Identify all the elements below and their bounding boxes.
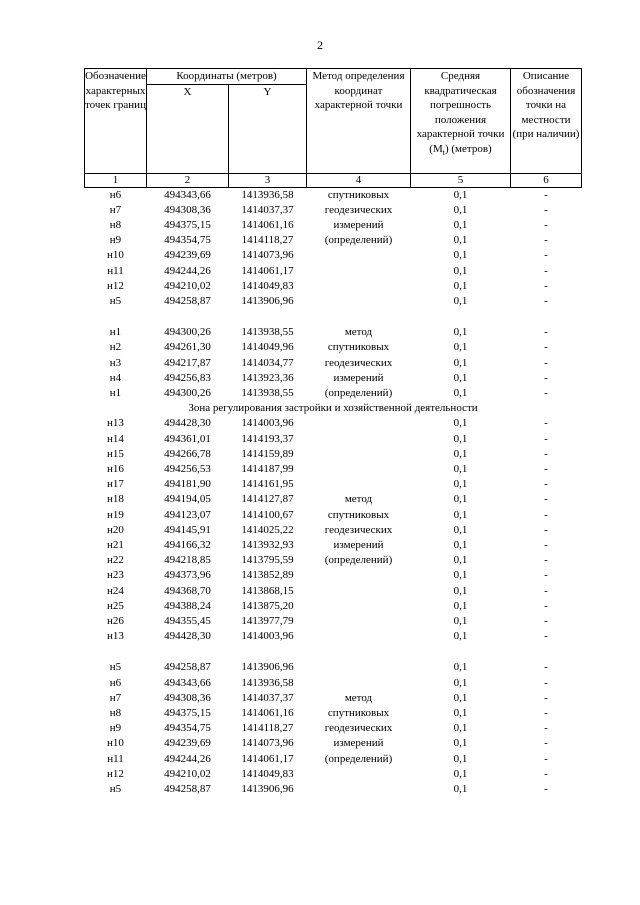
coord-x: 494194,05 — [164, 493, 211, 506]
description-mark: - — [544, 584, 548, 597]
table-row — [85, 568, 582, 583]
method-text — [307, 447, 411, 462]
method-text: (определений) — [324, 386, 393, 399]
error-value: 0,1 — [453, 722, 468, 735]
point-name: н13 — [107, 417, 124, 430]
error-value: 0,1 — [453, 371, 468, 384]
point-name: н15 — [107, 447, 124, 460]
description-mark: - — [544, 371, 548, 384]
method-text: геодезических — [324, 356, 393, 369]
table-row — [85, 706, 582, 721]
error-value: 0,1 — [453, 661, 468, 674]
error-value: 0,1 — [453, 218, 468, 231]
table-row — [85, 187, 582, 203]
coord-y: 1414118,27 — [241, 722, 294, 735]
point-name: н10 — [107, 249, 124, 262]
point-name: н20 — [107, 523, 124, 536]
error-value: 0,1 — [453, 249, 468, 262]
coord-x: 494355,45 — [164, 614, 211, 627]
point-name: н12 — [107, 767, 124, 780]
point-name: н8 — [109, 707, 122, 719]
coord-y: 1413852,89 — [241, 569, 294, 582]
coord-x: 494217,87 — [164, 356, 211, 369]
coord-x: 494388,24 — [164, 599, 211, 612]
method-text: измерений — [333, 538, 384, 551]
coord-y: 1414025,22 — [241, 523, 294, 536]
method-text — [307, 568, 411, 583]
coord-x: 494210,02 — [164, 767, 211, 780]
method-text: измерений — [333, 371, 384, 384]
description-mark: - — [544, 264, 548, 277]
point-name: н5 — [109, 294, 122, 307]
description-mark: - — [544, 630, 548, 643]
coord-y: 1414049,96 — [241, 341, 294, 354]
method-text: (определений) — [324, 554, 393, 567]
error-value: 0,1 — [453, 356, 468, 369]
method-text — [307, 462, 411, 477]
coord-y: 1414073,96 — [241, 249, 294, 262]
point-name: н6 — [109, 676, 122, 689]
description-mark: - — [544, 432, 548, 445]
method-text — [307, 248, 411, 263]
coord-x: 494343,66 — [164, 676, 211, 689]
method-text: метод — [344, 326, 373, 339]
group-spacer — [85, 309, 582, 325]
description-mark: - — [544, 508, 548, 521]
error-value: 0,1 — [453, 614, 468, 627]
coord-x: 494145,91 — [164, 523, 211, 536]
section-title-row — [85, 401, 582, 416]
header-x: X — [147, 84, 229, 173]
table-row — [85, 325, 582, 340]
point-name: н7 — [109, 691, 122, 704]
column-number-2: 2 — [147, 173, 229, 187]
description-mark: - — [544, 599, 548, 612]
description-mark: - — [544, 478, 548, 491]
coord-y: 1414037,37 — [241, 691, 294, 704]
table-row — [85, 752, 582, 767]
point-name: н16 — [107, 462, 124, 475]
error-value: 0,1 — [453, 767, 468, 780]
method-text: измерений — [333, 737, 384, 750]
column-number-1: 1 — [85, 173, 147, 187]
point-name: н9 — [109, 234, 122, 247]
group-spacer-cell — [85, 309, 582, 325]
table-row — [85, 477, 582, 492]
column-number-4: 4 — [307, 173, 411, 187]
table-row — [85, 508, 582, 523]
description-mark: - — [544, 538, 548, 551]
method-text — [307, 477, 411, 492]
error-value: 0,1 — [453, 707, 468, 719]
coord-y: 1414003,96 — [241, 417, 294, 430]
point-name: н23 — [107, 569, 124, 582]
point-name: н24 — [107, 584, 124, 597]
coord-x: 494239,69 — [164, 737, 211, 750]
coord-y: 1413923,36 — [241, 371, 294, 384]
table-row — [85, 279, 582, 294]
coord-x: 494218,85 — [164, 554, 211, 567]
point-name: н26 — [107, 614, 124, 627]
point-name: н2 — [109, 341, 122, 354]
table-row — [85, 721, 582, 736]
point-name: н6 — [109, 188, 122, 201]
table-row — [85, 264, 582, 279]
description-mark: - — [544, 691, 548, 704]
header-coordinates-group: Координаты (метров) — [147, 69, 307, 85]
method-text — [307, 660, 411, 675]
coord-y: 1414049,83 — [241, 279, 294, 292]
coord-y: 1413938,55 — [241, 326, 294, 339]
point-name: н19 — [107, 508, 124, 521]
group-spacer-cell — [85, 644, 582, 660]
table-row — [85, 736, 582, 751]
point-name: н1 — [109, 386, 122, 399]
column-number-5: 5 — [411, 173, 511, 187]
coord-y: 1413936,58 — [241, 676, 294, 689]
method-text: спутниковых — [327, 508, 390, 521]
coord-y: 1414118,27 — [241, 234, 294, 247]
method-text — [307, 599, 411, 614]
error-value: 0,1 — [453, 234, 468, 247]
error-value: 0,1 — [453, 279, 468, 292]
table-row — [85, 660, 582, 675]
coord-x: 494210,02 — [164, 279, 211, 292]
error-value: 0,1 — [453, 599, 468, 612]
coord-y: 1413977,79 — [241, 614, 294, 627]
coord-y: 1414003,96 — [241, 630, 294, 643]
table-header — [85, 69, 582, 188]
description-mark: - — [544, 279, 548, 292]
table-row — [85, 767, 582, 782]
coord-x: 494256,83 — [164, 371, 211, 384]
table-row — [85, 691, 582, 706]
description-mark: - — [544, 783, 548, 796]
coord-x: 494354,75 — [164, 234, 211, 247]
coord-x: 494244,26 — [164, 264, 211, 277]
point-name: н5 — [109, 783, 122, 796]
coord-y: 1414127,87 — [241, 493, 294, 506]
description-mark: - — [544, 707, 548, 719]
method-text: метод — [344, 691, 373, 704]
page-number: 2 — [317, 38, 323, 52]
error-value: 0,1 — [453, 264, 468, 277]
coord-y: 1413906,96 — [241, 783, 294, 796]
coord-y: 1414049,83 — [241, 767, 294, 780]
coord-y: 1414159,89 — [241, 447, 294, 460]
method-text — [307, 264, 411, 279]
method-text — [307, 676, 411, 691]
coord-x: 494375,15 — [164, 218, 211, 231]
table-row — [85, 447, 582, 462]
point-name: н11 — [107, 264, 124, 277]
table-row — [85, 492, 582, 507]
error-value: 0,1 — [453, 462, 468, 475]
column-number-6: 6 — [511, 173, 582, 187]
description-mark: - — [544, 614, 548, 627]
point-name: н21 — [107, 538, 124, 551]
coord-x: 494300,26 — [164, 326, 211, 339]
method-text: метод — [344, 493, 373, 506]
error-value: 0,1 — [453, 752, 468, 765]
coord-x: 494368,70 — [164, 584, 211, 597]
coord-x: 494373,96 — [164, 569, 211, 582]
description-mark: - — [544, 554, 548, 567]
error-value: 0,1 — [453, 523, 468, 536]
method-text: (определений) — [324, 234, 393, 247]
point-name: н22 — [107, 554, 124, 567]
coord-y: 1414100,67 — [241, 508, 294, 521]
coord-x: 494308,36 — [164, 691, 211, 704]
description-mark: - — [544, 417, 548, 430]
header-y: Y — [229, 84, 307, 173]
table-row — [85, 584, 582, 599]
error-value: 0,1 — [453, 432, 468, 445]
description-mark: - — [544, 447, 548, 460]
error-value: 0,1 — [453, 386, 468, 399]
method-text: спутниковых — [327, 341, 390, 354]
error-value: 0,1 — [453, 508, 468, 521]
description-mark: - — [544, 493, 548, 506]
error-value: 0,1 — [453, 478, 468, 491]
coord-x: 494300,26 — [164, 386, 211, 399]
coord-x: 494258,87 — [164, 783, 211, 796]
coord-x: 494123,07 — [164, 508, 211, 521]
table-row — [85, 248, 582, 263]
coord-x: 494343,66 — [164, 188, 211, 201]
coord-y: 1413938,55 — [241, 386, 294, 399]
method-text — [307, 767, 411, 782]
method-text — [307, 584, 411, 599]
description-mark: - — [544, 203, 548, 216]
description-mark: - — [544, 386, 548, 399]
method-text — [307, 294, 411, 309]
point-name: н13 — [107, 630, 124, 643]
point-name: н5 — [109, 661, 122, 674]
description-mark: - — [544, 249, 548, 262]
point-name: н1 — [109, 326, 122, 339]
error-value: 0,1 — [453, 538, 468, 551]
error-value: 0,1 — [453, 691, 468, 704]
description-mark: - — [544, 326, 548, 339]
coord-x: 494166,32 — [164, 538, 211, 551]
description-mark: - — [544, 188, 548, 201]
coord-x: 494261,30 — [164, 341, 211, 354]
coord-x: 494258,87 — [164, 294, 211, 307]
description-mark: - — [544, 523, 548, 536]
error-value: 0,1 — [453, 783, 468, 796]
table-row — [85, 416, 582, 431]
description-mark: - — [544, 767, 548, 780]
table-row — [85, 203, 582, 218]
table-row — [85, 432, 582, 447]
coord-y: 1414073,96 — [241, 737, 294, 750]
coord-y: 1413936,58 — [241, 188, 294, 201]
coord-y: 1413906,96 — [241, 294, 294, 307]
table-row — [85, 356, 582, 371]
method-text: измерений — [333, 218, 384, 231]
table-row — [85, 233, 582, 248]
point-name: н25 — [107, 599, 124, 612]
coord-y: 1414187,99 — [241, 462, 294, 475]
header-mean-square-error — [411, 69, 511, 174]
error-value: 0,1 — [453, 584, 468, 597]
error-value: 0,1 — [453, 294, 468, 307]
coord-y: 1414061,16 — [241, 707, 294, 719]
header-mean-square-error-label: Средняя квадратическая погрешность положения характерной точки $(M_t)$ (метров) — [416, 70, 505, 157]
coord-x: 494181,90 — [164, 478, 211, 491]
section-title: Зона регулирования застройки и хозяйственной деятельности — [188, 402, 478, 415]
error-value: 0,1 — [453, 417, 468, 430]
point-name: н12 — [107, 279, 124, 292]
method-text: (определений) — [324, 752, 393, 765]
method-text — [307, 279, 411, 294]
method-text: спутниковых — [327, 188, 390, 201]
coord-y: 1414061,16 — [241, 218, 294, 231]
coord-y: 1414161,95 — [241, 478, 294, 491]
group-spacer — [85, 644, 582, 660]
coord-y: 1413906,96 — [241, 661, 294, 674]
method-text — [307, 782, 411, 797]
coord-y: 1413795,59 — [241, 554, 294, 567]
point-name: н17 — [107, 478, 124, 491]
method-text: спутниковых — [327, 707, 390, 719]
header-point-designation: Обозначение характерных точек границ — [85, 69, 147, 174]
coord-x: 494354,75 — [164, 722, 211, 735]
description-mark: - — [544, 661, 548, 674]
coord-y: 1413932,93 — [241, 538, 294, 551]
table-row — [85, 553, 582, 568]
description-mark: - — [544, 676, 548, 689]
description-mark: - — [544, 462, 548, 475]
method-text — [307, 614, 411, 629]
header-method: Метод определения координат характерной точки — [307, 69, 411, 174]
coord-x: 494256,53 — [164, 462, 211, 475]
description-mark: - — [544, 752, 548, 765]
coord-y: 1414034,77 — [241, 356, 294, 369]
coord-y: 1414061,17 — [241, 264, 294, 277]
coord-x: 494244,26 — [164, 752, 211, 765]
error-value: 0,1 — [453, 341, 468, 354]
table-row — [85, 614, 582, 629]
description-mark: - — [544, 294, 548, 307]
table-row — [85, 371, 582, 386]
coord-x: 494258,87 — [164, 661, 211, 674]
error-value: 0,1 — [453, 188, 468, 201]
point-name: н18 — [107, 493, 124, 506]
point-name: н3 — [109, 356, 122, 369]
coord-x: 494428,30 — [164, 630, 211, 643]
coord-x: 494428,30 — [164, 417, 211, 430]
point-name: н9 — [109, 722, 122, 735]
description-mark: - — [544, 569, 548, 582]
error-value: 0,1 — [453, 326, 468, 339]
table-row — [85, 294, 582, 309]
table-row — [85, 629, 582, 644]
point-name: н11 — [107, 752, 124, 765]
table-row — [85, 340, 582, 355]
table-row — [85, 462, 582, 477]
method-text — [307, 416, 411, 431]
error-value: 0,1 — [453, 203, 468, 216]
error-value: 0,1 — [453, 737, 468, 750]
error-value: 0,1 — [453, 447, 468, 460]
description-mark: - — [544, 722, 548, 735]
coord-x: 494266,78 — [164, 447, 211, 460]
point-name: н8 — [109, 218, 122, 231]
table-row — [85, 676, 582, 691]
column-number-3: 3 — [229, 173, 307, 187]
coord-y: 1414061,17 — [241, 752, 294, 765]
table-row — [85, 218, 582, 233]
point-name: н10 — [107, 737, 124, 750]
method-text — [307, 432, 411, 447]
point-name: н7 — [109, 203, 122, 216]
table-body — [85, 187, 582, 797]
table-row — [85, 599, 582, 614]
point-name: н14 — [107, 432, 124, 445]
header-description: Описание обозначения точки на местности (при наличии) — [511, 69, 582, 174]
coord-x: 494239,69 — [164, 249, 211, 262]
error-value: 0,1 — [453, 676, 468, 689]
coord-y: 1413868,15 — [241, 584, 294, 597]
error-value: 0,1 — [453, 554, 468, 567]
table-row — [85, 386, 582, 401]
coord-x: 494375,15 — [164, 707, 211, 719]
error-value: 0,1 — [453, 630, 468, 643]
method-text: геодезических — [324, 722, 393, 735]
method-text: геодезических — [324, 203, 393, 216]
coord-x: 494308,36 — [164, 203, 211, 216]
description-mark: - — [544, 234, 548, 247]
description-mark: - — [544, 218, 548, 231]
point-name: н4 — [109, 371, 122, 384]
coord-y: 1413875,20 — [241, 599, 294, 612]
method-text: геодезических — [324, 523, 393, 536]
coord-y: 1414193,37 — [241, 432, 294, 445]
error-value: 0,1 — [453, 493, 468, 506]
description-mark: - — [544, 356, 548, 369]
description-mark: - — [544, 737, 548, 750]
error-value: 0,1 — [453, 569, 468, 582]
coord-x: 494361,01 — [164, 432, 211, 445]
table-row — [85, 523, 582, 538]
table-row — [85, 538, 582, 553]
description-mark: - — [544, 341, 548, 354]
coord-y: 1414037,37 — [241, 203, 294, 216]
coordinates-table — [84, 68, 582, 797]
table-row — [85, 782, 582, 797]
method-text — [307, 629, 411, 644]
